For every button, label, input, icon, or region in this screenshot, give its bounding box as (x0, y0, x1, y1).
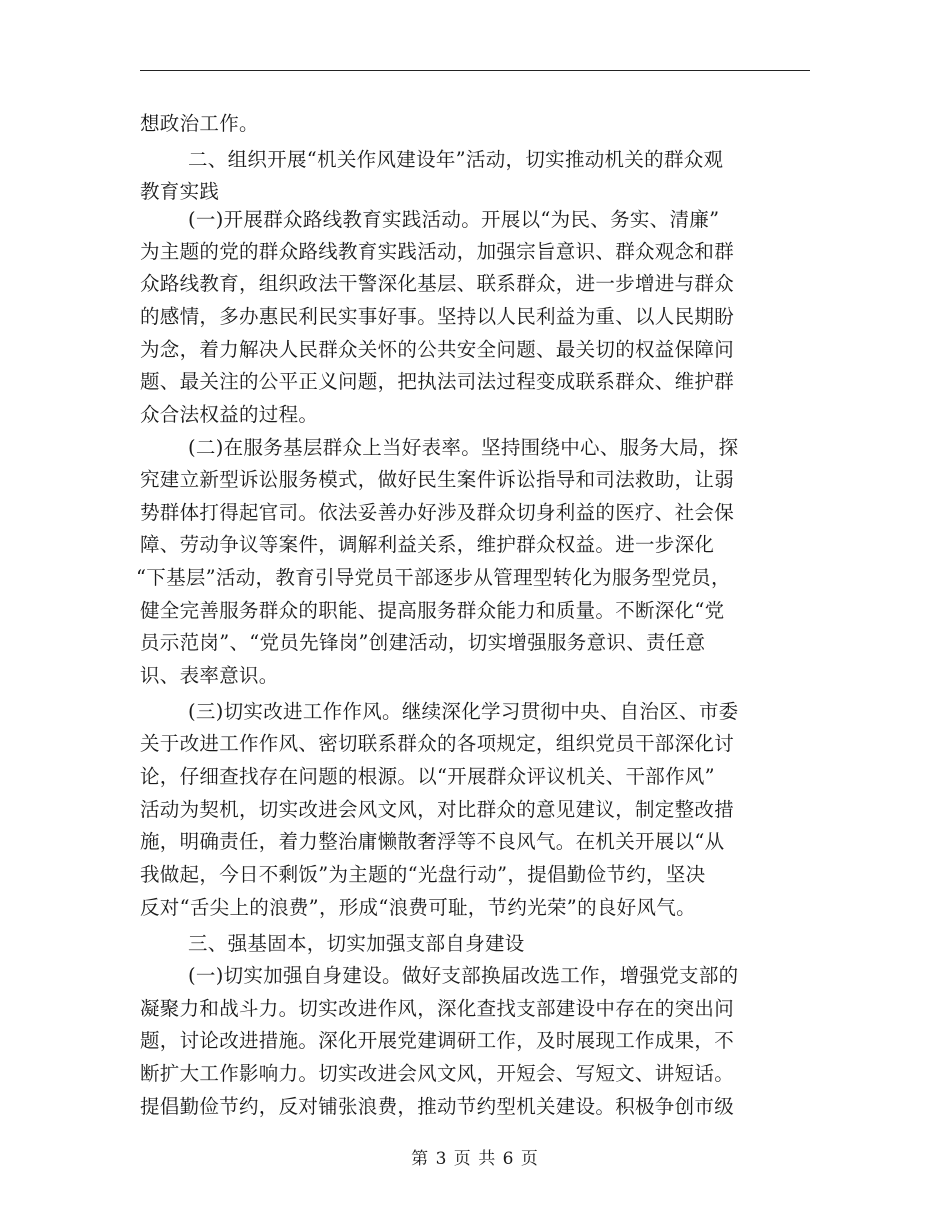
text-line: 为念，着力解决人民群众关怀的公共安全问题、最关切的权益保障问 (140, 338, 735, 361)
text-line: 为主题的党的群众路线教育实践活动，加强宗旨意识、群众观念和群 (140, 240, 735, 263)
text-line: 论，仔细查找存在问题的根源。以“开展群众评议机关、干部作风” (140, 765, 715, 788)
text-line: 活动为契机，切实改进会风文风，对比群众的意见建议，制定整改措 (140, 798, 735, 821)
page-footer: 第 3 页 共 6 页 (411, 1149, 539, 1169)
text-line: 究建立新型诉讼服务模式，做好民生案件诉讼指导和司法救助，让弱 (140, 468, 735, 491)
text-line: 施，明确责任，着力整治庸懒散奢浮等不良风气。在机关开展以“从 (140, 830, 725, 853)
header-rule (140, 70, 810, 71)
text-line: 二、组织开展“机关作风建设年”活动，切实推动机关的群众观 (188, 148, 724, 171)
text-line: 的感情，多办惠民利民实事好事。坚持以人民利益为重、以人民期盼 (140, 305, 735, 328)
text-line: (二)在服务基层群众上当好表率。坚持围绕中心、服务大局，探 (188, 436, 739, 459)
text-line: 健全完善服务群众的职能、提高服务群众能力和质量。不断深化“党 (140, 599, 725, 622)
text-line: 众路线教育，组织政法干警深化基层、联系群众，进一步增进与群众 (140, 272, 735, 295)
text-line: 三、强基固本，切实加强支部自身建设 (188, 932, 525, 955)
text-line: 众合法权益的过程。 (140, 403, 319, 426)
text-line: 题，讨论改进措施。深化开展党建调研工作，及时展现工作成果，不 (140, 1029, 735, 1052)
text-line: 题、最关注的公平正义问题，把执法司法过程变成联系群众、维护群 (140, 370, 735, 393)
text-line: 想政治工作。 (140, 112, 259, 135)
text-line: (三)切实改进工作作风。继续深化学习贯彻中央、自治区、市委 (188, 700, 739, 723)
text-line: 反对“舌尖上的浪费”，形成“浪费可耻，节约光荣”的良好风气。 (140, 896, 696, 919)
text-line: 障、劳动争议等案件，调解利益关系，维护群众权益。进一步深化 (140, 533, 715, 556)
text-line: 教育实践 (140, 180, 220, 203)
text-line: 提倡勤俭节约，反对铺张浪费，推动节约型机关建设。积极争创市级 (140, 1095, 735, 1118)
text-line: 我做起，今日不剩饭”为主题的“光盘行动”，提倡勤俭节约，坚决 (140, 863, 706, 886)
text-line: 势群体打得起官司。依法妥善办好涉及群众切身利益的医疗、社会保 (140, 501, 735, 524)
text-line: 断扩大工作影响力。切实改进会风文风，开短会、写短文、讲短话。 (140, 1062, 735, 1085)
text-line: 员示范岗”、“党员先锋岗”创建活动，切实增强服务意识、责任意 (140, 631, 706, 654)
text-line: (一)切实加强自身建设。做好支部换届改选工作，增强党支部的 (188, 964, 739, 987)
text-line: (一)开展群众路线教育实践活动。开展以“为民、务实、清廉” (188, 208, 720, 231)
text-line: 关于改进工作作风、密切联系群众的各项规定，组织党员干部深化讨 (140, 732, 735, 755)
text-line: “下基层”活动，教育引导党员干部逐步从管理型转化为服务型党员， (136, 566, 731, 589)
text-line: 识、表率意识。 (140, 664, 279, 687)
text-line: 凝聚力和战斗力。切实改进作风，深化查找支部建设中存在的突出问 (140, 997, 735, 1020)
